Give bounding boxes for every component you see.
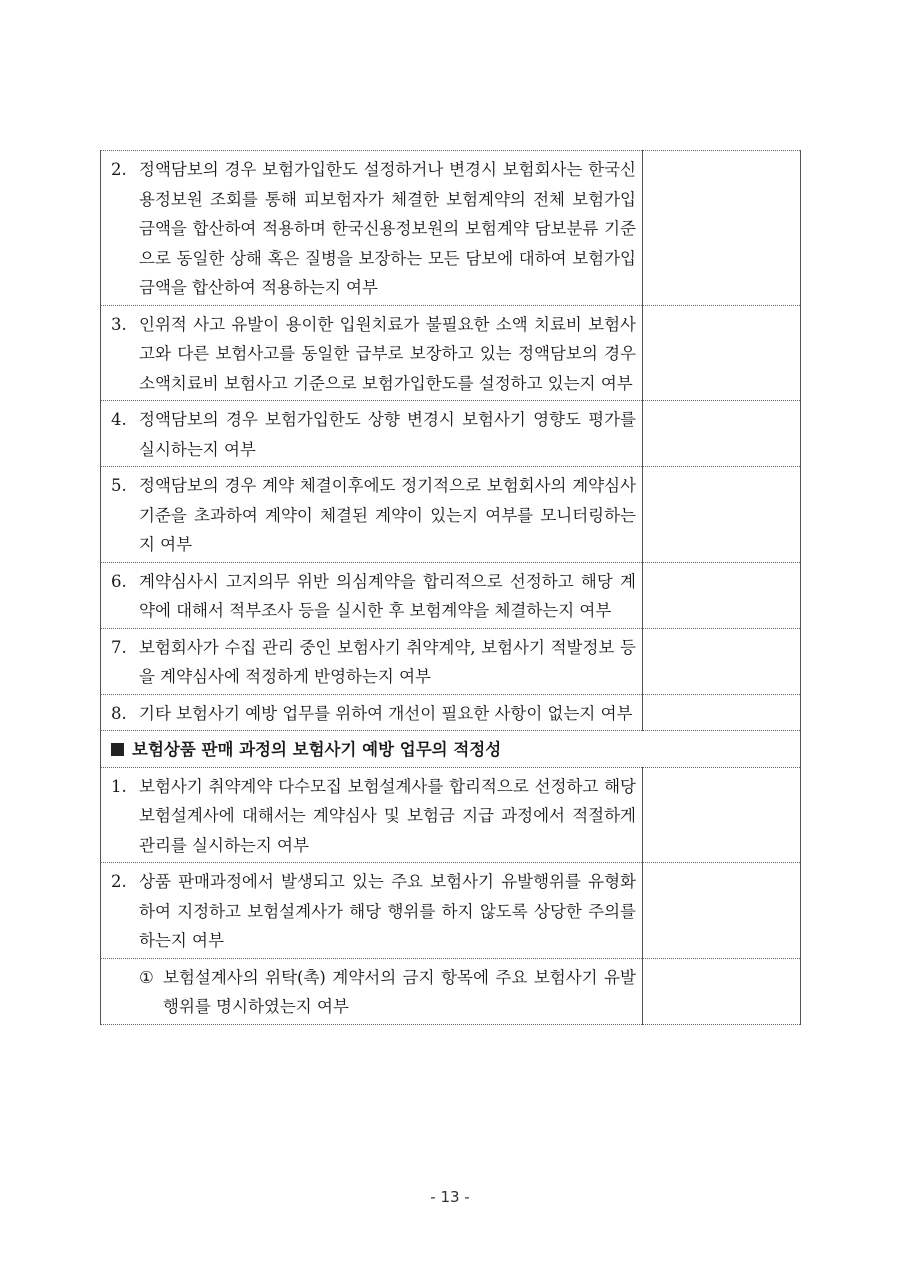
item-text: 보험회사가 수집 관리 중인 보험사기 취약계약, 보험사기 적발정보 등을 계약심사에 적정하게 반영하는지 여부 <box>139 637 636 686</box>
item-number: 6. <box>111 571 127 591</box>
table-row <box>101 628 801 694</box>
item-number: 2. <box>111 872 127 891</box>
item-text: 정액담보의 경우 보험가입한도 상향 변경시 보험사기 영향도 평가를 실시하는지 여부 <box>139 410 636 459</box>
check-cell <box>643 151 801 306</box>
item-text: 정액담보의 경우 보험가입한도 설정하거나 변경시 보험회사는 한국신용정보원 조회를 통해 피보험자가 체결한 보험계약의 전체 보험가입금액을 합산하여 적용하며 한국신용정보원의 보험계약 담보분류 기준으로 동일한 상해 혹은 질병을 보장하는 모든 담보에 대하여 보험가입금액을 합산하여 적용하는지 여부 <box>139 160 636 297</box>
item-text: 보험사기 취약계약 다수모집 보험설계사를 합리적으로 선정하고 해당 보험설계사에 대해서는 계약심사 및 보험금 지급 과정에서 적절하게 관리를 실시하는지 여부 <box>139 776 636 855</box>
item-number: 5. <box>111 476 127 495</box>
table-row <box>101 467 801 563</box>
item-number: 7. <box>111 637 127 657</box>
check-cell <box>643 694 801 731</box>
checklist-table <box>100 150 801 1025</box>
table-row <box>101 401 801 467</box>
item-number: 8. <box>111 703 127 723</box>
check-cell <box>643 767 801 863</box>
item-text: 인위적 사고 유발이 용이한 입원치료가 불필요한 소액 치료비 보험사고와 다른 보험사고를 동일한 급부로 보장하고 있는 정액담보의 경우 소액치료비 보험사고 기준으로 보험가입한도를 설정하고 있는지 여부 <box>139 314 636 393</box>
table-row <box>101 694 801 731</box>
table-row <box>101 863 801 959</box>
table-row <box>101 305 801 401</box>
item-number: 1. <box>111 776 127 796</box>
item-number: 3. <box>111 314 127 334</box>
check-cell <box>643 562 801 628</box>
item-number: 4. <box>111 410 127 429</box>
page-number: - 13 - <box>430 1188 470 1206</box>
check-cell <box>643 863 801 959</box>
section-title: 보험상품 판매 과정의 보험사기 예방 업무의 적정성 <box>132 740 502 759</box>
table-row <box>101 562 801 628</box>
check-cell <box>643 467 801 563</box>
check-cell <box>643 305 801 401</box>
item-text: 정액담보의 경우 계약 체결이후에도 정기적으로 보험회사의 계약심사기준을 초과하여 계약이 체결된 계약이 있는지 여부를 모니터링하는지 여부 <box>139 476 636 554</box>
check-cell <box>643 958 801 1024</box>
sub-item-text: 보험설계사의 위탁(촉) 계약서의 금지 항목에 주요 보험사기 유발행위를 명시하였는지 여부 <box>163 967 636 1016</box>
check-cell <box>643 628 801 694</box>
sub-item-number: ① <box>139 967 154 987</box>
check-cell <box>643 401 801 467</box>
table-row <box>101 958 801 1024</box>
item-text: 계약심사시 고지의무 위반 의심계약을 합리적으로 선정하고 해당 계약에 대해서 적부조사 등을 실시한 후 보험계약을 체결하는지 여부 <box>139 571 636 620</box>
table-row <box>101 767 801 863</box>
table-row <box>101 151 801 306</box>
item-number: 2. <box>111 160 127 179</box>
section-header-row <box>101 731 801 768</box>
black-square-icon <box>111 743 124 756</box>
item-text: 기타 보험사기 예방 업무를 위하여 개선이 필요한 사항이 없는지 여부 <box>139 703 633 723</box>
item-text: 상품 판매과정에서 발생되고 있는 주요 보험사기 유발행위를 유형화하여 지정하고 보험설계사가 해당 행위를 하지 않도록 상당한 주의를 하는지 여부 <box>139 872 636 950</box>
